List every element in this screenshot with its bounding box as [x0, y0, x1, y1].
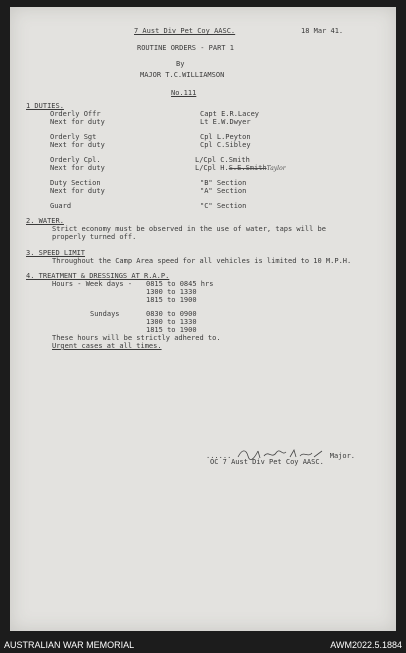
duties-heading: 1 DUTIES.: [26, 102, 64, 110]
treatment-heading: 4. TREATMENT & DRESSINGS AT R.A.P.: [26, 272, 170, 280]
treatment-note: These hours will be strictly adhered to.: [52, 334, 221, 342]
water-text-line: properly turned off.: [52, 233, 137, 241]
duty-name: Cpl L.Peyton: [200, 133, 251, 141]
duty-name: L/Cpl C.Smith: [195, 156, 250, 164]
sunday-hours: 1300 to 1330: [146, 318, 197, 326]
archive-reference: AWM2022.5.1884: [330, 640, 402, 650]
archive-footer: [0, 637, 406, 653]
signature-rank: Major.: [329, 452, 356, 460]
speed-text: Throughout the Camp Area speed for all vehicles is limited to 10 M.P.H.: [52, 257, 352, 265]
duty-name: "A" Section: [200, 187, 247, 195]
duty-role: Next for duty: [50, 187, 105, 195]
document-title: ROUTINE ORDERS - PART 1: [137, 44, 234, 52]
by-line: By: [176, 60, 185, 68]
duty-name-amended: [195, 164, 286, 173]
sunday-hours: 0830 to 0900: [146, 310, 197, 318]
duty-role: Orderly Sgt: [50, 133, 97, 141]
archive-name: AUSTRALIAN WAR MEMORIAL: [4, 640, 135, 650]
duty-name: "C" Section: [200, 202, 247, 210]
document-page: [10, 7, 396, 631]
duty-role: Orderly Offr: [50, 110, 101, 118]
weekday-hours: 0815 to 0845 hrs: [146, 280, 214, 288]
order-number: No.111: [171, 89, 197, 97]
duty-role: Next for duty: [50, 164, 105, 172]
duty-role: Next for duty: [50, 141, 105, 149]
duty-role: Next for duty: [50, 118, 105, 126]
duty-name: Capt E.R.Lacey: [200, 110, 260, 118]
sundays-label: Sundays: [90, 310, 120, 318]
water-heading: 2. WATER.: [26, 217, 64, 225]
duty-role: Orderly Cpl.: [50, 156, 101, 164]
duty-role: Guard: [50, 202, 72, 210]
weekdays-label: Hours - Week days -: [52, 280, 133, 288]
signature-block: ...... Major.: [206, 447, 355, 461]
struck-name: S.E.Smith: [228, 164, 267, 172]
duty-name: Lt E.W.Dwyer: [200, 118, 251, 126]
sunday-hours: 1815 to 1900: [146, 326, 197, 334]
unit-heading: 7 Aust Div Pet Coy AASC.: [134, 27, 236, 35]
water-text-line: Strict economy must be observed in the use of water, taps will be: [52, 225, 326, 233]
handwritten-correction: Taylor: [266, 165, 286, 172]
weekday-hours: 1300 to 1330: [146, 288, 197, 296]
duty-role: Duty Section: [50, 179, 101, 187]
urgent-note: Urgent cases at all times.: [52, 342, 162, 350]
document-date: 18 Mar 41.: [301, 27, 344, 35]
duty-name: Cpl C.Sibley: [200, 141, 251, 149]
duty-name: "B" Section: [200, 179, 247, 187]
officer-name: MAJOR T.C.WILLIAMSON: [140, 71, 225, 79]
weekday-hours: 1815 to 1900: [146, 296, 197, 304]
duty-name: L/Cpl H.: [195, 164, 229, 172]
speed-heading: 3. SPEED LIMIT: [26, 249, 86, 257]
signature-title: OC 7 Aust Div Pet Coy AASC.: [210, 458, 324, 466]
